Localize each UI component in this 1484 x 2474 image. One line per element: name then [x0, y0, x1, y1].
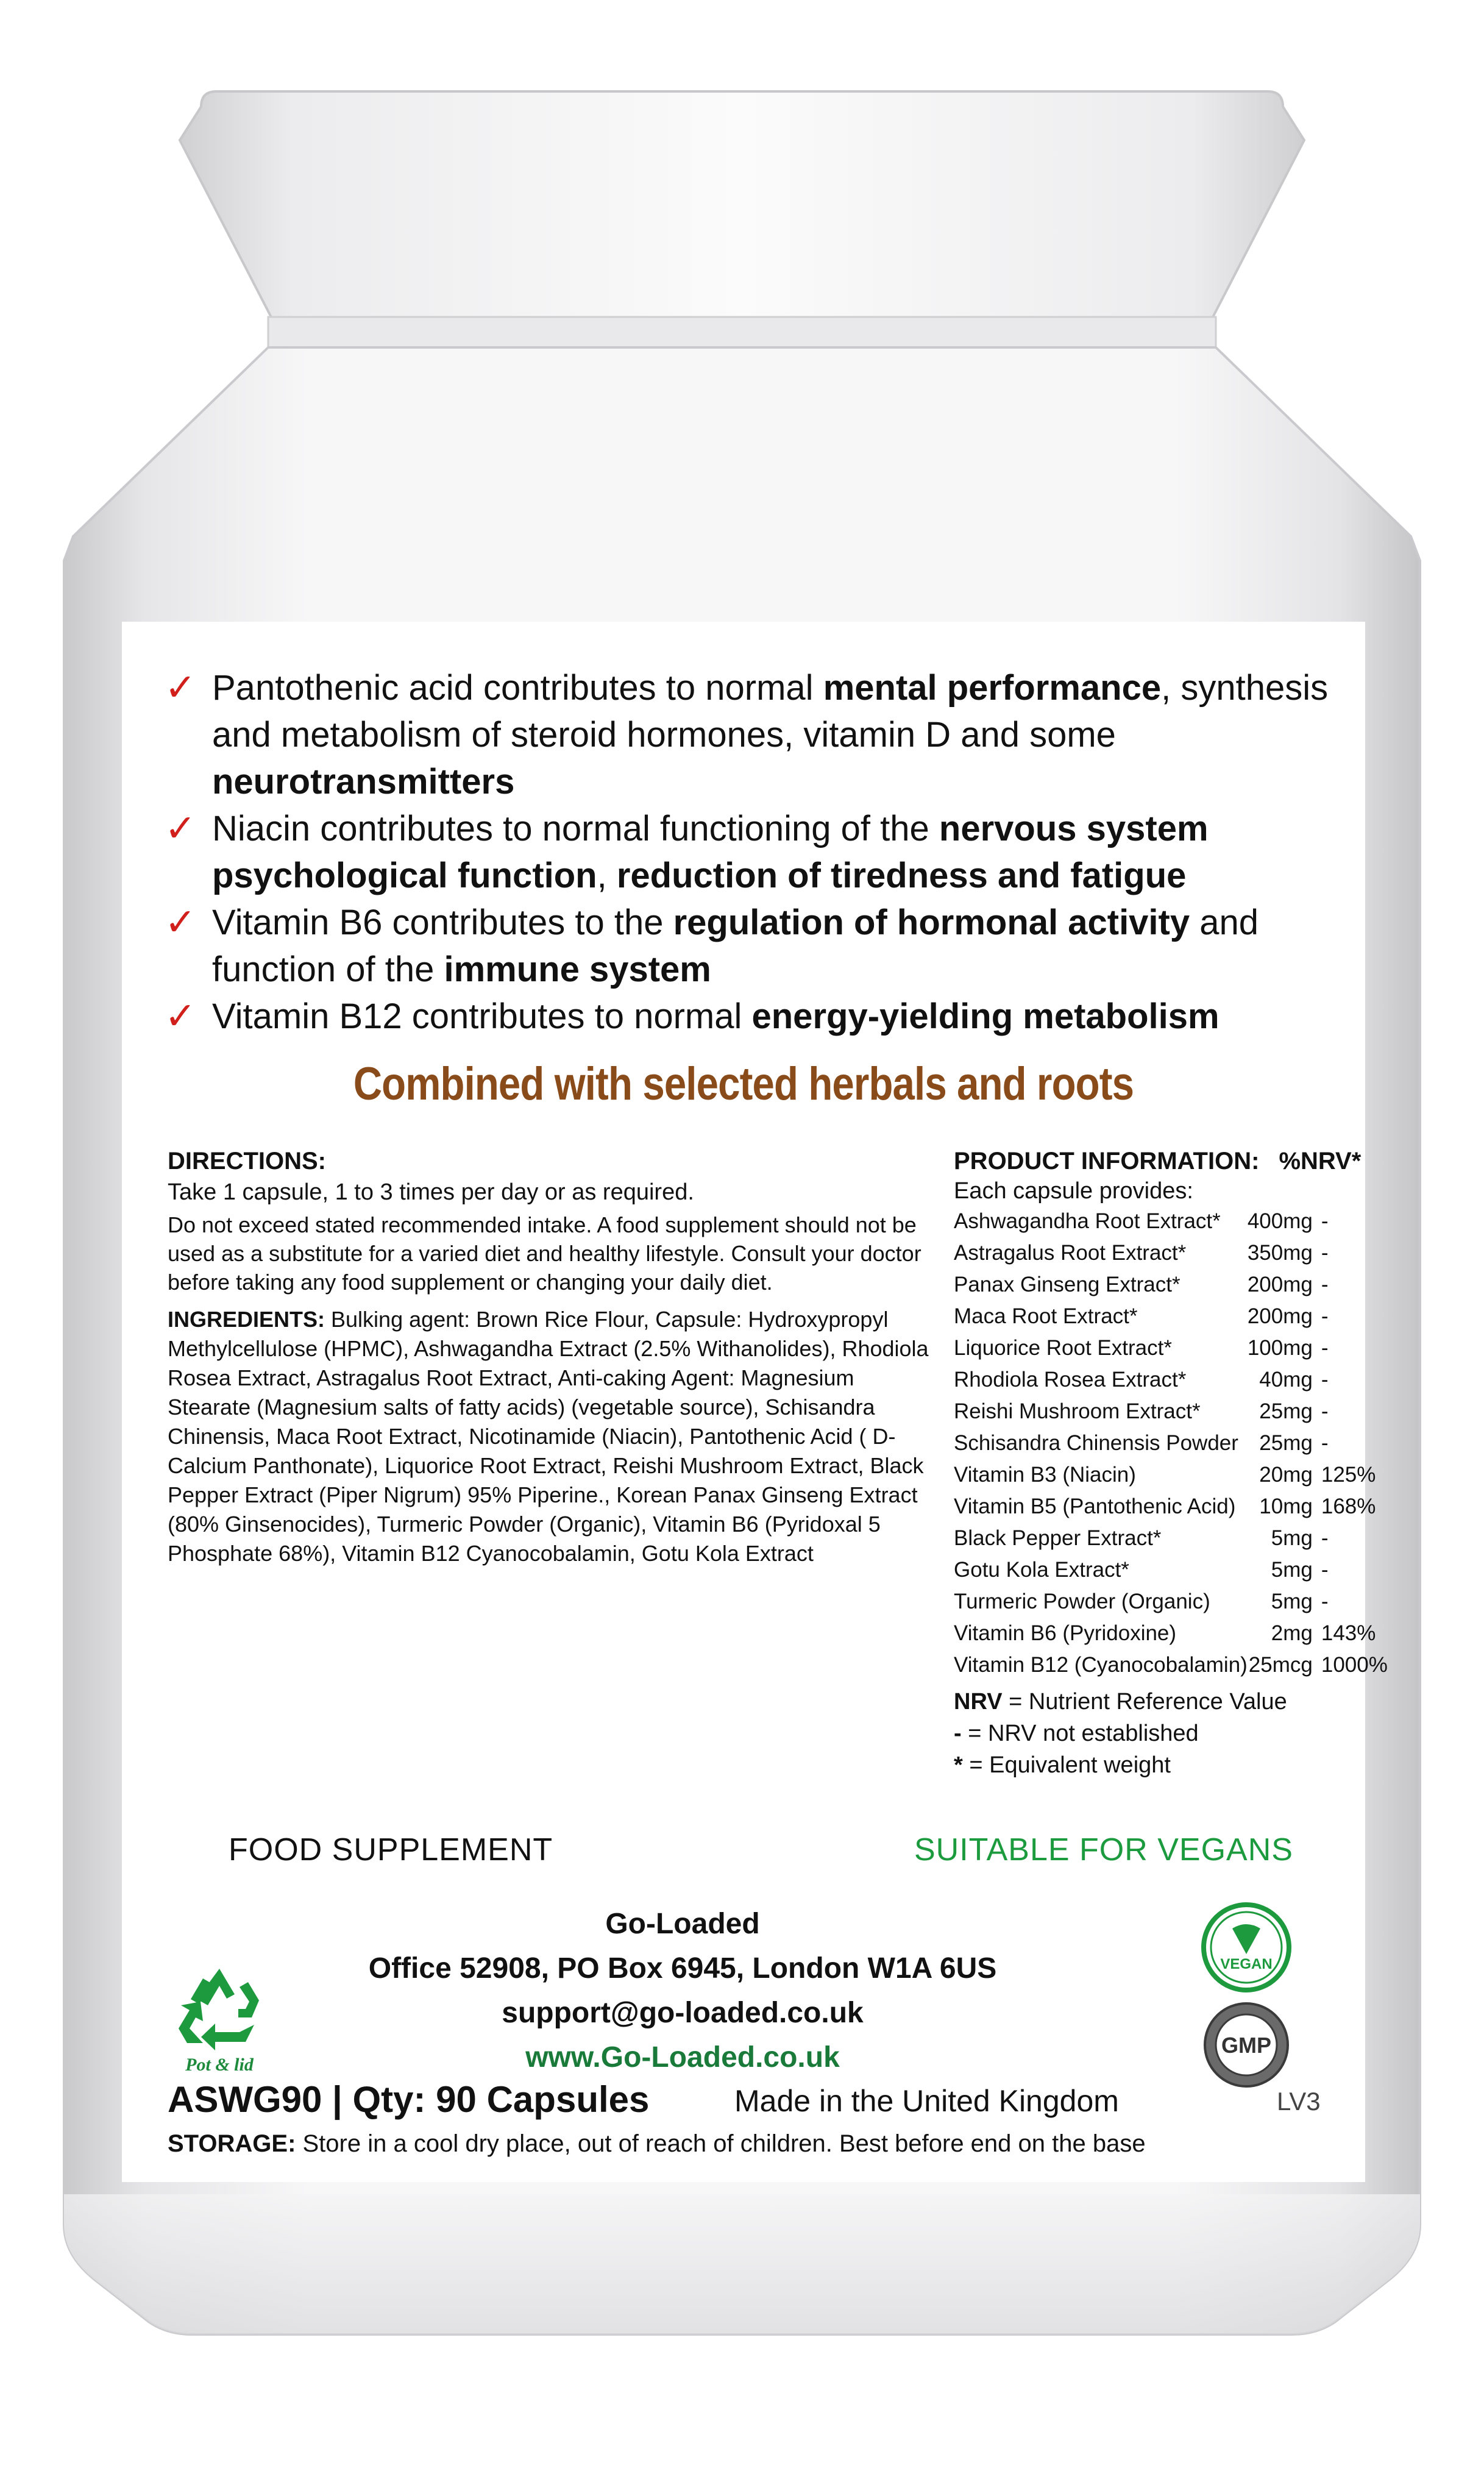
nutrition-row: [954, 1554, 1388, 1586]
nutrient-amount: 25mg: [1259, 1399, 1313, 1423]
nutrient-nrv: 1000%: [1321, 1653, 1388, 1677]
legend-key: *: [954, 1752, 963, 1778]
nutrient-name: Panax Ginseng Extract*: [954, 1273, 1180, 1296]
directions-title: DIRECTIONS:: [168, 1148, 326, 1175]
product-label: [122, 622, 1388, 2182]
legend-nrv: [954, 1686, 1368, 1718]
nutrient-nrv: -: [1321, 1209, 1329, 1233]
claim-highlight: energy-yielding metabolism: [751, 997, 1220, 1036]
claim-text: Niacin contributes to normal functioning of the: [212, 809, 939, 848]
claim-vitamin-b12: [165, 993, 1359, 1040]
product-info-title: PRODUCT INFORMATION:: [954, 1148, 1260, 1175]
nutrition-row: [954, 1237, 1388, 1269]
legend-key: -: [954, 1721, 962, 1746]
directions-warning: Do not exceed stated recommended intake. A food supplement should not be used as a substitute for a varied diet and healthy lifestyle. Consult your doctor before taking any food supplement or changing your daily diet.: [168, 1212, 921, 1295]
nutrient-name: Maca Root Extract*: [954, 1304, 1138, 1328]
nutrient-name: Vitamin B12 (Cyanocobalamin): [954, 1653, 1248, 1677]
nutrient-amount: 40mg: [1259, 1368, 1313, 1392]
claim-highlight: neurotransmitters: [212, 762, 515, 802]
nutrient-amount: 400mg: [1247, 1209, 1313, 1233]
nutrient-name: Turmeric Powder (Organic): [954, 1590, 1210, 1613]
nutrition-row: [954, 1301, 1388, 1332]
recycle-icon: [168, 1963, 271, 2054]
nutrient-name: Reishi Mushroom Extract*: [954, 1399, 1201, 1423]
company-details: [347, 1902, 1018, 2080]
claim-text: and function of the: [212, 903, 1259, 989]
nutrient-amount: 5mg: [1271, 1526, 1313, 1550]
nutrient-name: Vitamin B5 (Pantothenic Acid): [954, 1495, 1236, 1518]
check-icon: ✓: [165, 995, 196, 1037]
nutrition-table: [954, 1206, 1388, 1681]
nutrient-name: Schisandra Chinensis Powder: [954, 1431, 1238, 1455]
health-claims: [165, 664, 1359, 1040]
nutrition-row: [954, 1206, 1388, 1237]
headline: Combined with selected herbals and roots: [353, 1058, 1134, 1110]
legend-text: = NRV not established: [961, 1721, 1199, 1746]
label-version: LV3: [1277, 2087, 1321, 2116]
directions-section: [168, 1146, 929, 1568]
claim-vitamin-b6: [165, 899, 1359, 993]
nutrient-name: Gotu Kola Extract*: [954, 1558, 1129, 1582]
made-in: Made in the United Kingdom: [734, 2084, 1119, 2118]
nutrition-row: [954, 1332, 1388, 1364]
storage-info: [168, 2130, 1146, 2158]
check-icon: ✓: [165, 901, 196, 944]
vegan-badge: [1201, 1902, 1292, 1996]
nutrient-nrv: -: [1321, 1368, 1329, 1392]
gmp-badge: [1201, 1999, 1292, 2094]
ingredients-label: INGREDIENTS:: [168, 1307, 325, 1332]
claim-text: Vitamin B6 contributes to the: [212, 903, 673, 942]
company-email[interactable]: support@go-loaded.co.uk: [502, 1997, 864, 2029]
nutrient-name: Rhodiola Rosea Extract*: [954, 1368, 1187, 1392]
nutrient-name: Vitamin B6 (Pyridoxine): [954, 1621, 1177, 1645]
nutrient-name: Astragalus Root Extract*: [954, 1241, 1187, 1265]
company-name: Go-Loaded: [605, 1908, 760, 1940]
nutrient-nrv: -: [1321, 1526, 1329, 1550]
nutrient-nrv: 143%: [1321, 1621, 1376, 1645]
vegan-leaf-icon: [1201, 1902, 1292, 1993]
nutrient-nrv: 168%: [1321, 1495, 1376, 1518]
nutrition-row: [954, 1427, 1388, 1459]
check-icon: ✓: [165, 808, 196, 850]
nutrient-nrv: -: [1321, 1241, 1329, 1265]
nutrient-amount: 350mg: [1247, 1241, 1313, 1265]
storage-label: STORAGE:: [168, 2130, 296, 2157]
nutrient-amount: 5mg: [1271, 1558, 1313, 1582]
lid: [180, 91, 1304, 323]
nutrition-row: [954, 1364, 1388, 1396]
suitable-for-vegans-label: SUITABLE FOR VEGANS: [914, 1832, 1293, 1868]
nutrient-amount: 25mcg: [1248, 1653, 1313, 1677]
nutrient-amount: 100mg: [1247, 1336, 1313, 1360]
nutrient-amount: 200mg: [1247, 1304, 1313, 1328]
claim-text: Pantothenic acid contributes to normal: [212, 668, 823, 708]
claim-highlight: regulation of hormonal activity: [673, 903, 1190, 942]
legend-text: = Equivalent weight: [962, 1752, 1171, 1778]
legend-key: NRV: [954, 1689, 1003, 1715]
claim-text: Vitamin B12 contributes to normal: [212, 997, 752, 1036]
bottle-base: [64, 2194, 1420, 2334]
claim-highlight: nervous system psychological function: [212, 809, 1209, 895]
claim-highlight: immune system: [444, 950, 711, 989]
nutrient-name: Black Pepper Extract*: [954, 1526, 1162, 1550]
nutrient-amount: 5mg: [1271, 1590, 1313, 1613]
ingredients-text: Bulking agent: Brown Rice Flour, Capsule: Hydroxypropyl Methylcellulose (HPMC), Ashwagandha Extract (2.5% Withanolides), Rhodiola Rosea Extract, Astragalus Root Extract, Anti-caking Agent: Magnesium Stearate (Magnesium salts of fatty acids) (vegetable source), Schisandra Chinensis, Maca Root Extract, Nicotinamide (Niacin), Pantothenic Acid ( D-Calcium Panthonate), Liquorice Root Extract, Reishi Mushroom Extract, Black Pepper Extract (Piper Nigrum) 95% Piperine., Korean Panax Ginseng Extract (80% Ginsenocides), Turmeric Powder (Organic), Vitamin B6 (Pyridoxal 5 Phosphate 68%), Vitamin B12 Cyanocobalamin, Gotu Kola Extract: [168, 1307, 929, 1566]
nutrient-amount: 10mg: [1259, 1495, 1313, 1518]
nutrient-nrv: -: [1321, 1336, 1329, 1360]
recycle-logo: [168, 1963, 271, 2075]
nutrient-name: Ashwagandha Root Extract*: [954, 1209, 1221, 1233]
nutrient-amount: 20mg: [1259, 1463, 1313, 1487]
claim-text: , synthesis and metabolism of steroid hormones, vitamin D and some: [212, 668, 1329, 755]
food-supplement-label: FOOD SUPPLEMENT: [229, 1832, 553, 1868]
nutrient-nrv: -: [1321, 1304, 1329, 1328]
check-icon: ✓: [165, 667, 196, 709]
nutrient-amount: 200mg: [1247, 1273, 1313, 1296]
legend-star: [954, 1749, 1368, 1781]
nutrient-nrv: -: [1321, 1273, 1329, 1296]
nutrient-amount: 25mg: [1259, 1431, 1313, 1455]
nrv-legend: [954, 1686, 1368, 1781]
lid-rim: [268, 317, 1216, 350]
nutrition-row: [954, 1523, 1388, 1554]
nutrition-row: [954, 1586, 1388, 1618]
product-info-subtitle: Each capsule provides:: [954, 1178, 1193, 1204]
nutrition-row: [954, 1649, 1388, 1681]
product-info-header: [954, 1146, 1368, 1176]
nutrient-nrv: 125%: [1321, 1463, 1376, 1487]
nutrition-row: [954, 1396, 1388, 1427]
gmp-seal-icon: [1201, 1999, 1292, 2091]
nutrient-nrv: -: [1321, 1431, 1329, 1455]
claim-highlight: reduction of tiredness and fatigue: [616, 856, 1187, 895]
ingredients: [168, 1305, 929, 1568]
recycle-caption: Pot & lid: [185, 2055, 254, 2075]
claim-highlight: mental performance: [823, 668, 1162, 708]
vegan-badge-text: VEGAN: [1220, 1956, 1273, 1972]
nutrition-row: [954, 1269, 1388, 1301]
product-information: [954, 1146, 1388, 1781]
claim-text: ,: [597, 856, 617, 895]
legend-dash: [954, 1718, 1368, 1749]
nrv-header: %NRV*: [1279, 1148, 1362, 1175]
nutrient-nrv: -: [1321, 1399, 1329, 1423]
nutrition-row: [954, 1491, 1388, 1523]
storage-text: Store in a cool dry place, out of reach of children. Best before end on the base: [296, 2130, 1146, 2157]
nutrition-row: [954, 1618, 1388, 1649]
gmp-badge-text: GMP: [1221, 2033, 1272, 2058]
nutrient-name: Liquorice Root Extract*: [954, 1336, 1172, 1360]
claim-niacin: [165, 805, 1359, 899]
claim-pantothenic-acid: [165, 664, 1359, 805]
nutrient-name: Vitamin B3 (Niacin): [954, 1463, 1136, 1487]
nutrition-row: [954, 1459, 1388, 1491]
company-address: Office 52908, PO Box 6945, London W1A 6US: [368, 1952, 997, 1985]
nutrient-amount: 2mg: [1271, 1621, 1313, 1645]
company-website[interactable]: www.Go-Loaded.co.uk: [525, 2041, 840, 2074]
nutrient-nrv: -: [1321, 1590, 1329, 1613]
nutrient-nrv: -: [1321, 1558, 1329, 1582]
sku-quantity: ASWG90 | Qty: 90 Capsules: [168, 2079, 650, 2120]
directions-dosage: Take 1 capsule, 1 to 3 times per day or as required.: [168, 1179, 694, 1205]
legend-text: = Nutrient Reference Value: [1002, 1689, 1287, 1715]
